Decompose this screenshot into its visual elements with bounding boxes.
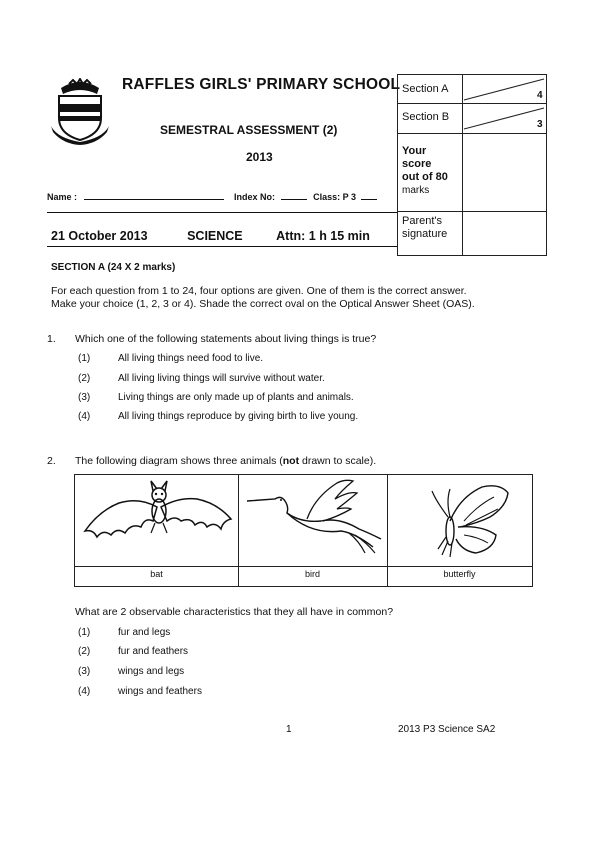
animal-diagram — [74, 474, 533, 587]
total-score-label-line3: out of 80 — [402, 171, 448, 183]
question-2-text — [75, 455, 376, 467]
section-b-max: 3 — [537, 119, 543, 130]
q1-option-3-text: Living things are only made up of plants and animals. — [118, 392, 354, 403]
section-a-label: Section A — [402, 83, 449, 95]
score-table — [397, 74, 547, 256]
parent-signature-label — [402, 215, 447, 241]
question-2-text-emphasis: not — [282, 455, 300, 467]
q2-option-4-number: (4) — [78, 686, 91, 697]
question-1-number: 1. — [47, 333, 56, 345]
exam-info-line — [51, 229, 370, 243]
index-field[interactable] — [281, 191, 307, 200]
total-score-label-line1: Your — [402, 145, 427, 157]
q2-option-2-text: fur and feathers — [118, 646, 189, 657]
diagram-label-bat: bat — [150, 569, 163, 579]
bat-illustration — [79, 477, 235, 565]
q2-option-2-number: (2) — [78, 646, 91, 657]
q2-option-1-text: fur and legs — [118, 627, 171, 638]
section-b-label: Section B — [402, 111, 450, 123]
question-2-number: 2. — [47, 455, 56, 467]
q1-option-4-number: (4) — [78, 411, 91, 422]
class-label: Class: P 3 — [313, 192, 356, 202]
header-divider-bottom — [47, 246, 397, 247]
question-1-text: Which one of the following statements about living things is true? — [75, 333, 377, 345]
section-a-max: 4 — [537, 90, 543, 101]
q1-option-1-number: (1) — [78, 353, 91, 364]
q1-option-2-text: All living living things will survive without water. — [118, 373, 325, 384]
exam-duration: Attn: 1 h 15 min — [276, 229, 370, 243]
question-2-prompt: What are 2 observable characteristics that they all have in common? — [75, 606, 394, 618]
total-score-label — [402, 145, 448, 197]
q1-option-2-number: (2) — [78, 373, 91, 384]
butterfly-illustration — [390, 477, 530, 565]
q2-option-3-number: (3) — [78, 666, 91, 677]
assessment-title: SEMESTRAL ASSESSMENT (2) — [160, 123, 338, 137]
q2-option-1-number: (1) — [78, 627, 91, 638]
question-2-text-pre: The following diagram shows three animals ( — [75, 455, 283, 467]
name-field[interactable] — [84, 191, 224, 200]
class-field[interactable] — [361, 191, 377, 200]
total-score-label-line4: marks — [402, 185, 430, 196]
diagram-label-butterfly: butterfly — [443, 569, 476, 579]
school-crest-logo — [47, 78, 113, 146]
page-number: 1 — [286, 724, 292, 735]
index-label: Index No: — [234, 192, 276, 202]
q1-option-3-number: (3) — [78, 392, 91, 403]
school-name: RAFFLES GIRLS' PRIMARY SCHOOL — [122, 76, 401, 93]
q1-option-1-text: All living things need food to live. — [118, 353, 264, 364]
instruction-line-1: For each question from 1 to 24, four options are given. One of them is the correct answer. — [51, 285, 467, 297]
assessment-year: 2013 — [246, 150, 273, 164]
section-instructions — [51, 285, 475, 311]
name-line — [47, 191, 377, 202]
diagram-label-bird: bird — [304, 569, 320, 579]
exam-subject: SCIENCE — [187, 229, 243, 243]
section-title: SECTION A (24 X 2 marks) — [51, 262, 176, 273]
total-score-label-line2: score — [402, 158, 432, 170]
header-divider-top — [47, 212, 397, 213]
paper-code: 2013 P3 Science SA2 — [398, 724, 496, 735]
bird-illustration — [241, 477, 385, 565]
name-label: Name : — [47, 192, 78, 202]
q2-option-4-text: wings and feathers — [118, 686, 202, 697]
instruction-line-2: Make your choice (1, 2, 3 or 4). Shade the correct oval on the Optical Answer Sheet (OAS). — [51, 298, 475, 310]
q1-option-4-text: All living things reproduce by giving birth to live young. — [118, 411, 359, 422]
parent-signature-line1: Parent's — [402, 215, 443, 227]
exam-date: 21 October 2013 — [51, 229, 148, 243]
q2-option-3-text: wings and legs — [118, 666, 185, 677]
parent-signature-line2: signature — [402, 228, 448, 240]
question-2-text-post: drawn to scale). — [299, 455, 377, 467]
